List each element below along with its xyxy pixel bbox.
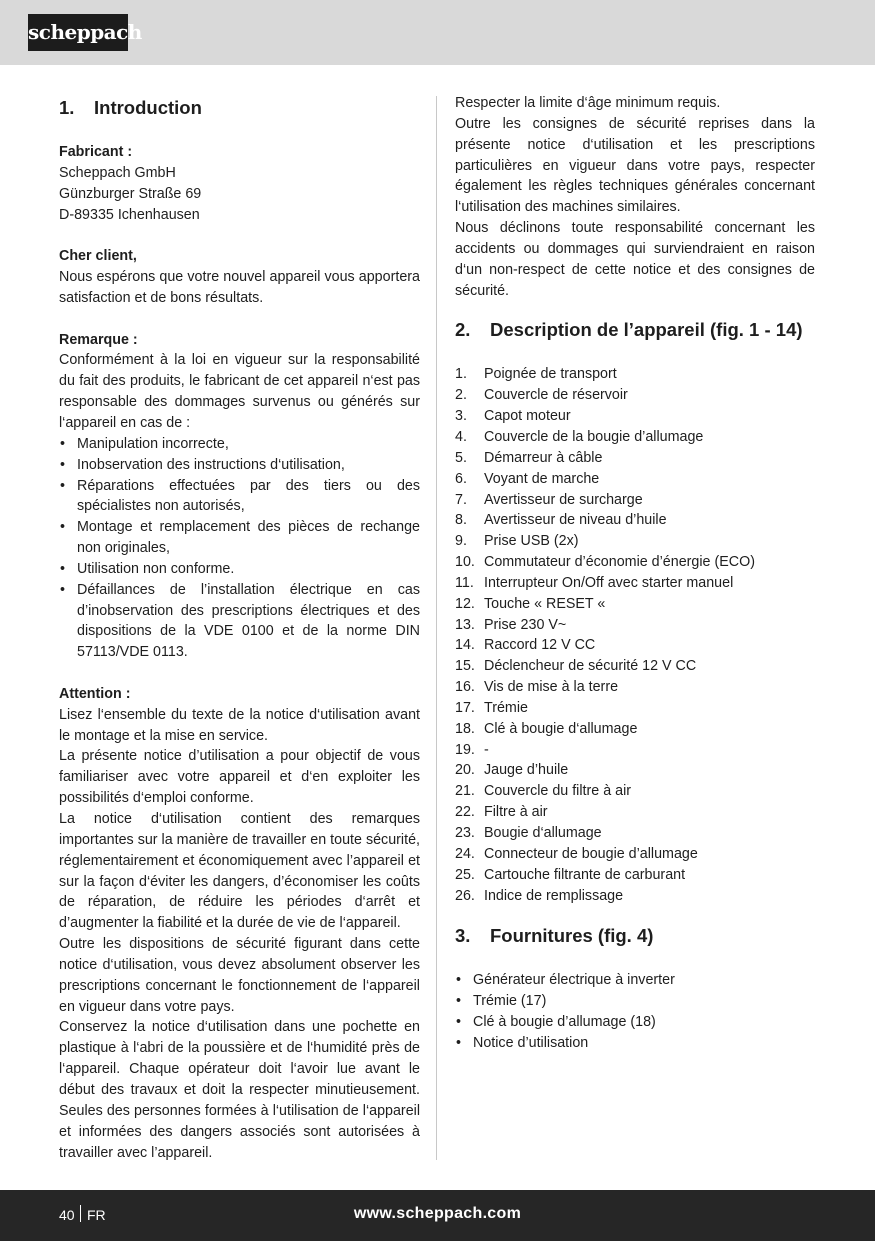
manufacturer-line: Scheppach GmbH xyxy=(59,164,176,181)
list-item xyxy=(455,531,815,552)
list-item-text: Jauge d’huile xyxy=(484,762,569,779)
list-item-number: 13. xyxy=(455,616,475,633)
list-item-number: 6. xyxy=(455,470,467,487)
list-item-text: Clé à bougie d‘allumage xyxy=(484,720,638,737)
section-1-title: Introduction xyxy=(94,97,202,118)
safety-paragraph: Respecter la limite d‘âge minimum requis. xyxy=(455,95,721,111)
list-item xyxy=(455,823,815,844)
list-item-number: 11. xyxy=(455,574,474,591)
list-item-text: Couvercle de la bougie d’allumage xyxy=(484,428,704,445)
remark-text: Conformément à la loi en vigueur sur la responsabilité du fait des produits, le fabricant de cet appareil n‘est pas responsable des dommages survenus ou générés sur l‘appareil en cas de : xyxy=(59,352,420,431)
section-2-number: 2. xyxy=(455,319,471,341)
list-item-text: Trémie xyxy=(484,699,528,716)
attention-paragraph: Lisez l‘ensemble du texte de la notice d‘utilisation avant le montage et la mise en service. xyxy=(59,706,420,744)
list-item xyxy=(455,427,815,448)
list-item-number: 20. xyxy=(455,762,475,779)
section-2-title: Description de l’appareil (fig. 1 - 14) xyxy=(490,319,803,341)
attention-paragraph: Conservez la notice d‘utilisation dans une pochette en plastique à l‘abri de la poussière et de l‘humidité près de l‘appareil. Chaque opérateur doit l‘avoir lue avant le début des travaux et doit la respecter minutieusement. Seules des personnes formées à l‘utilisation de l‘appareil et informées des dangers associés sont autorisées à travailler avec l’appareil. xyxy=(59,1019,420,1161)
column-divider xyxy=(436,96,437,1160)
section-3-title: Fournitures (fig. 4) xyxy=(490,925,654,947)
list-item-text: Commutateur d’économie d’énergie (ECO) xyxy=(484,554,755,571)
list-item xyxy=(455,364,815,385)
page-language: FR xyxy=(87,1207,106,1223)
list-item xyxy=(455,698,815,719)
manufacturer-label: Fabricant : xyxy=(59,144,133,160)
list-item-number: 5. xyxy=(455,449,467,466)
safety-paragraph: Nous déclinons toute responsabilité concernant les accidents ou dommages qui surviendraient en raison d‘un non-respect de cette notice et des consignes de sécurité. xyxy=(455,220,815,299)
list-item-text: Filtre à air xyxy=(484,804,548,821)
list-item-text: - xyxy=(484,741,489,758)
list-item xyxy=(455,406,815,427)
list-item: • Clé à bougie d’allumage (18) xyxy=(455,1012,815,1033)
list-item xyxy=(455,635,815,656)
list-item: • Manipulation incorrecte, xyxy=(59,434,420,455)
list-item: • Notice d’utilisation xyxy=(455,1033,815,1054)
list-item-number: 4. xyxy=(455,428,467,445)
list-item-text: Interrupteur On/Off avec starter manuel xyxy=(484,574,734,591)
list-item xyxy=(455,510,815,531)
list-item-number: 19. xyxy=(455,741,475,758)
parts-list xyxy=(455,364,815,906)
list-item-text: Voyant de marche xyxy=(484,470,600,487)
list-item: • Montage et remplacement des pièces de rechange non originales, xyxy=(59,517,420,559)
list-item-text: Couvercle du filtre à air xyxy=(484,783,632,800)
list-item xyxy=(455,886,815,907)
list-item-text: Couvercle de réservoir xyxy=(484,387,628,404)
list-item-number: 12. xyxy=(455,595,475,612)
list-item xyxy=(455,719,815,740)
list-item-number: 23. xyxy=(455,825,475,841)
list-item xyxy=(455,552,815,573)
list-item-text: Touche « RESET « xyxy=(484,595,606,612)
list-item-number: 10. xyxy=(455,554,475,571)
page-header xyxy=(0,0,875,65)
list-item-number: 21. xyxy=(455,783,475,800)
page-number: 40 xyxy=(59,1207,75,1223)
attention-paragraph: Outre les dispositions de sécurité figurant dans cette notice d‘utilisation, vous devez absolument observer les prescriptions concernant le fonctionnement de l‘appareil en vigueur dans votre pays. xyxy=(59,936,420,1015)
list-item: • Trémie (17) xyxy=(455,991,815,1012)
section-1-number: 1. xyxy=(59,97,75,118)
list-item-number: 22. xyxy=(455,804,475,821)
list-item-number: 14. xyxy=(455,637,475,654)
section-3-number: 3. xyxy=(455,925,471,947)
website-link[interactable]: www.scheppach.com xyxy=(353,1205,522,1222)
list-item: • Inobservation des instructions d‘utilisation, xyxy=(59,455,420,476)
list-item-text: Bougie d‘allumage xyxy=(484,825,602,841)
left-column xyxy=(59,93,420,1163)
list-item-number: 26. xyxy=(455,887,475,904)
list-item xyxy=(455,469,815,490)
section-1-heading xyxy=(59,93,420,123)
safety-paragraph: Outre les consignes de sécurité reprises dans la présente notice d‘utilisation et les prescriptions particulières en vigueur dans votre pays, respecter également les règles techniques générales concernant l‘utilisation des machines similaires. xyxy=(455,115,815,216)
list-item-text: Prise 230 V~ xyxy=(484,616,567,633)
attention-paragraph: La présente notice d’utilisation a pour objectif de vous familiariser avec votre appareil et d‘en exploiter les possibilités d‘emploi conforme. xyxy=(59,748,420,807)
page-footer xyxy=(0,1190,875,1241)
section-3-heading xyxy=(455,921,815,951)
list-item-number: 15. xyxy=(455,658,475,675)
dear-customer-label: Cher client, xyxy=(59,248,137,265)
list-item xyxy=(455,865,815,886)
list-item-number: 24. xyxy=(455,845,475,862)
list-item-text: Déclencheur de sécurité 12 V CC xyxy=(484,658,697,675)
list-item xyxy=(455,385,815,406)
list-item xyxy=(455,615,815,636)
list-item-text: Connecteur de bougie d’allumage xyxy=(484,845,698,862)
manufacturer-line: Günzburger Straße 69 xyxy=(59,185,202,202)
list-item-text: Capot moteur xyxy=(484,408,571,425)
remark-bullet-list xyxy=(59,434,420,663)
list-item-number: 18. xyxy=(455,720,475,737)
list-item: • Utilisation non conforme. xyxy=(59,559,420,580)
list-item xyxy=(455,781,815,802)
list-item-number: 2. xyxy=(455,387,467,404)
list-item xyxy=(455,760,815,781)
list-item-number: 1. xyxy=(455,366,467,383)
list-item-number: 3. xyxy=(455,408,467,425)
list-item xyxy=(455,573,815,594)
list-item-text: Démarreur à câble xyxy=(484,449,603,466)
list-item xyxy=(455,844,815,865)
scheppach-logo: scheppach xyxy=(28,14,128,51)
list-item: • Générateur électrique à inverter xyxy=(455,970,815,991)
list-item: • Défaillances de l’installation électrique en cas d’inobservation des prescriptions électriques et des dispositions de la VDE 0100 et de la norme DIN 57113/VDE 0113. xyxy=(59,580,420,663)
attention-label: Attention : xyxy=(59,685,131,702)
list-item xyxy=(455,594,815,615)
list-item xyxy=(455,740,815,761)
remark-label: Remarque : xyxy=(59,331,138,348)
right-column xyxy=(455,93,815,1054)
section-2-heading xyxy=(455,315,815,345)
list-item-text: Indice de remplissage xyxy=(484,887,624,904)
list-item xyxy=(455,677,815,698)
attention-paragraph: La notice d‘utilisation contient des remarques importantes sur la manière de travailler en toute sécurité, réglementairement et économiquement avec l’appareil et sur la façon d‘éviter les dangers, d’économiser les coûts de réparation, de réduire les périodes d‘arrêt et d’augmenter la fiabilité et la durée de vie de l‘appareil. xyxy=(59,811,420,932)
list-item-text: Vis de mise à la terre xyxy=(484,679,619,696)
list-item-number: 7. xyxy=(455,491,467,508)
list-item-text: Poignée de transport xyxy=(484,366,617,383)
list-item xyxy=(455,448,815,469)
list-item xyxy=(455,802,815,823)
list-item-text: Raccord 12 V CC xyxy=(484,637,596,654)
supplies-list xyxy=(455,970,815,1053)
list-item xyxy=(455,656,815,677)
list-item-number: 17. xyxy=(455,699,475,716)
list-item xyxy=(455,490,815,511)
list-item-text: Avertisseur de niveau d’huile xyxy=(484,512,667,529)
dear-customer-text: Nous espérons que votre nouvel appareil vous apportera satisfaction et de bons résultats. xyxy=(59,269,420,306)
manufacturer-line: D-89335 Ichenhausen xyxy=(59,206,200,223)
list-item-text: Avertisseur de surcharge xyxy=(484,491,643,508)
list-item-number: 9. xyxy=(455,533,467,550)
list-item-number: 25. xyxy=(455,866,475,883)
list-item-text: Cartouche filtrante de carburant xyxy=(484,866,686,883)
list-item: • Réparations effectuées par des tiers ou des spécialistes non autorisés, xyxy=(59,476,420,518)
list-item-number: 16. xyxy=(455,679,475,696)
list-item-number: 8. xyxy=(455,512,467,529)
list-item-text: Prise USB (2x) xyxy=(484,533,579,550)
